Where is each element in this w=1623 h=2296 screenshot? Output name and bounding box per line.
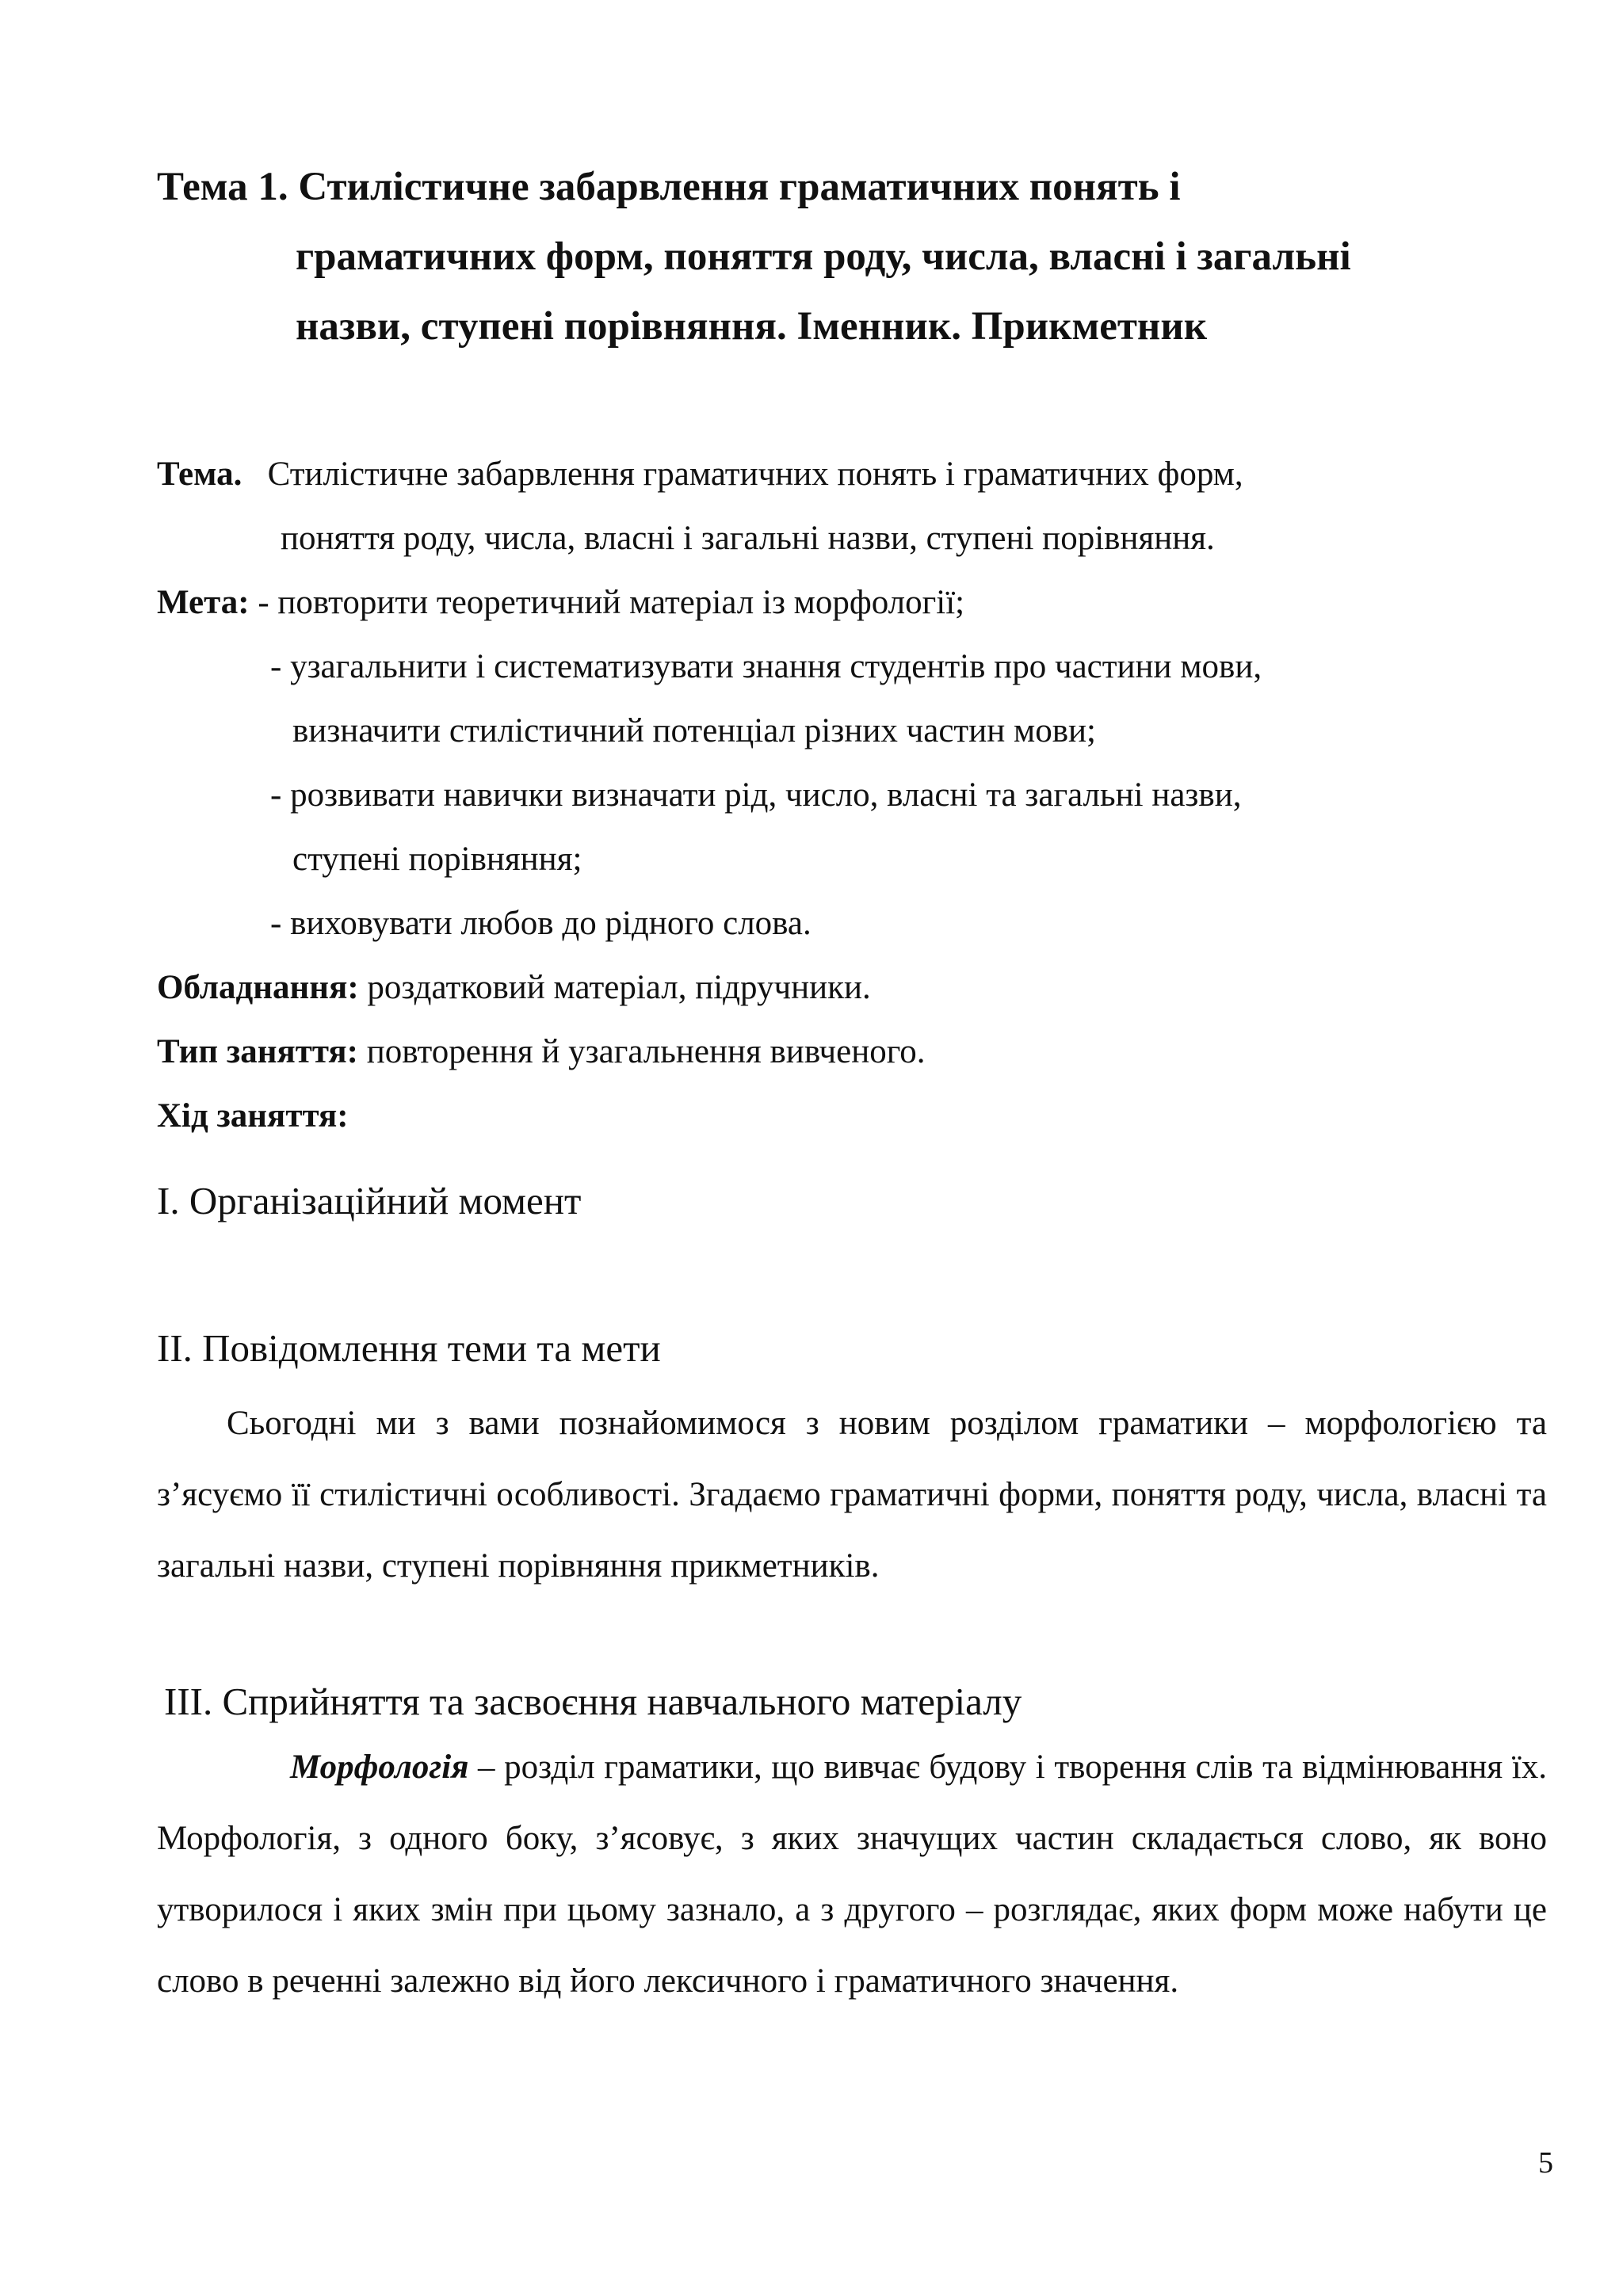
theme-line-2 — [157, 506, 1552, 570]
lesson-type-text: повторення й узагальнення вивченого. — [366, 1033, 926, 1070]
goal-line-5 — [157, 827, 1552, 891]
goal-line-4 — [157, 763, 1552, 827]
lesson-info-block — [157, 442, 1552, 1148]
lesson-course-line — [157, 1084, 1552, 1148]
section-3-paragraph — [157, 1732, 1547, 2017]
morphology-term: Морфологія — [290, 1749, 469, 1786]
section-1-title: І. Організаційний момент — [157, 1179, 582, 1222]
section-2-paragraph: Сьогодні ми з вами познайомимося з новим розділом граматики – морфологією та з’ясуємо її стилістичні особливості. Згадаємо граматичні форми, поняття роду, числа, власні та загальні назви, ступені порівняння прикметників. — [157, 1405, 1547, 1585]
goal-line-2 — [157, 635, 1552, 699]
lesson-type-label: Тип заняття: — [157, 1033, 358, 1070]
goal-item-2-continued: визначити стилістичний потенціал різних частин мови; — [292, 712, 1096, 749]
theme-label: Тема. — [157, 456, 242, 493]
equipment-text: роздатковий матеріал, підручники. — [367, 969, 871, 1006]
topic-heading-line-2: граматичних форм, поняття роду, числа, власні і загальні — [296, 235, 1351, 279]
goal-line-3 — [157, 699, 1552, 763]
goal-item-2: - узагальнити і систематизувати знання студентів про частини мови, — [270, 648, 1262, 685]
theme-text-line-2: поняття роду, числа, власні і загальні назви, ступені порівняння. — [281, 520, 1215, 557]
theme-line-1 — [157, 442, 1552, 506]
goal-line-6 — [157, 891, 1552, 955]
topic-heading-line-3: назви, ступені порівняння. Іменник. Прикметник — [296, 304, 1208, 349]
section-2-title: ІІ. Повідомлення теми та мети — [157, 1326, 661, 1370]
topic-heading-line-1: Тема 1. Стилістичне забарвлення граматичних понять і — [157, 165, 1181, 209]
page-number: 5 — [1538, 2146, 1553, 2180]
morphology-definition: – розділ граматики, що вивчає будову і творення слів та відмінювання їх. Морфологія, з одного боку, з’ясовує, з яких значущих частин складається слово, як воно утворилося і яких змін при цьому зазнало, а з другого – розглядає, яких форм може набути це слово в реченні залежно від його лексичного і граматичного значення. — [157, 1749, 1547, 2000]
lesson-course-label: Хід заняття: — [157, 1097, 349, 1135]
goal-line-1 — [157, 570, 1552, 635]
equipment-line — [157, 955, 1552, 1020]
lesson-type-line — [157, 1020, 1552, 1084]
goal-item-3: - розвивати навички визначати рід, число, власні та загальні назви, — [270, 776, 1242, 814]
section-3-title: ІІІ. Сприйняття та засвоєння навчального матеріалу — [164, 1680, 1022, 1723]
goal-item-3-continued: ступені порівняння; — [292, 841, 582, 878]
goal-item-1: - повторити теоретичний матеріал із морфології; — [258, 584, 965, 621]
goal-item-4: - виховувати любов до рідного слова. — [270, 905, 812, 942]
equipment-label: Обладнання: — [157, 969, 359, 1006]
topic-heading — [157, 152, 1552, 361]
theme-text-line-1: Стилістичне забарвлення граматичних понять і граматичних форм, — [267, 456, 1243, 493]
goal-label: Мета: — [157, 584, 250, 621]
